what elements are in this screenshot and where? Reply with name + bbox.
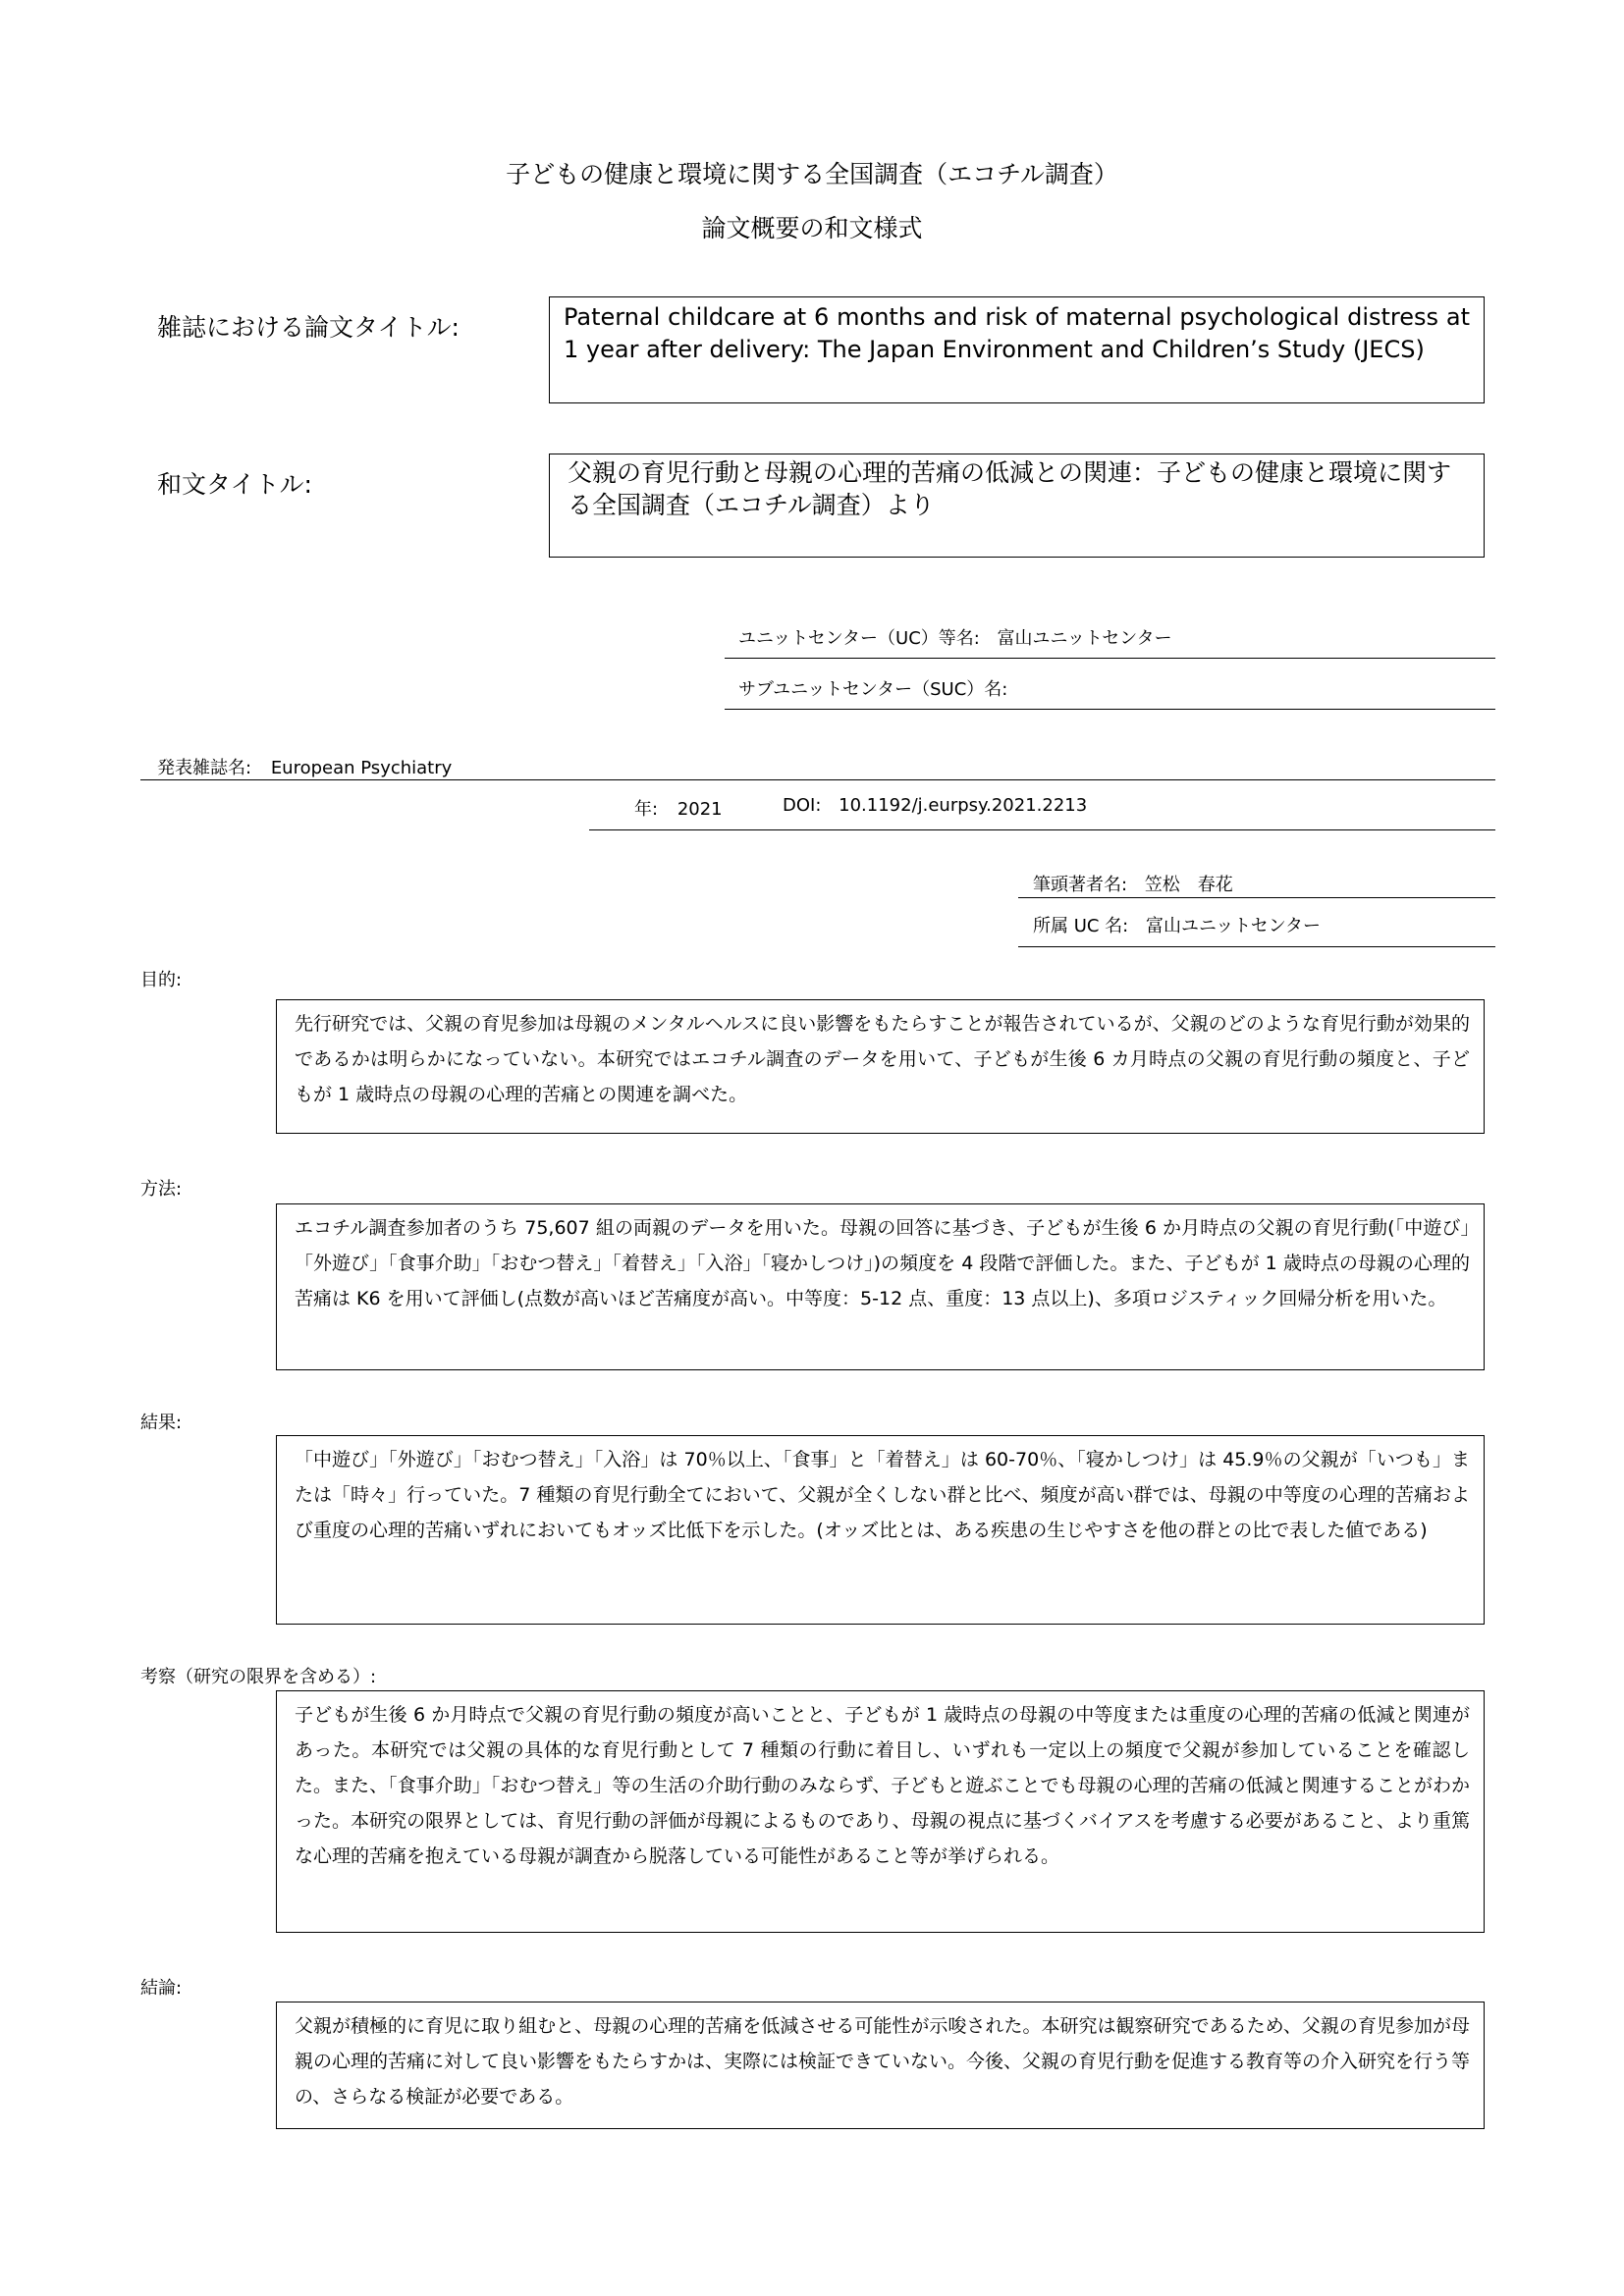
year-doi-underline [589,829,1495,830]
discussion-box: 子どもが生後 6 か月時点で父親の育児行動の頻度が高いことと、子どもが 1 歳時点の母親の中等度または重度の心理的苦痛の低減と関連があった。本研究では父親の具体的な育児行動として 7 種類の行動に着目し、いずれも一定以上の頻度で父親が参加していることを確認した。また、「食事介助」「おむつ替え」等の生活の介助行動のみならず、子どもと遊ぶことでも母親の心理的苦痛の低減と関連することがわかった。本研究の限界としては、育児行動の評価が母親によるものであり、母親の視点に基づくバイアスを考慮する必要があること、より重篤な心理的苦痛を抱えている母親が調査から脱落している可能性があること等が挙げられる。 [276,1690,1485,1933]
journal-underline [140,779,1495,780]
results-box: 「中遊び」「外遊び」「おむつ替え」「入浴」は 70％以上、「食事」と「着替え」は 60-70％、「寝かしつけ」は 45.9％の父親が「いつも」または「時々」行っていた。7 種類の育児行動全てにおいて、父親が全くしない群と比べ、頻度が高い群では、母親の中等度の心理的苦痛および重度の心理的苦痛いずれにおいてもオッズ比低下を示した。(オッズ比とは、ある疾患の生じやすさを他の群との比で表した値である) [276,1435,1485,1625]
journal-value: European Psychiatry [270,758,453,778]
doi-value: 10.1192/j.eurpsy.2021.2213 [839,795,1088,816]
japanese-title-label: 和文タイトル: [157,470,312,499]
first-author-row [1033,871,1233,896]
japanese-title-box: 父親の育児行動と母親の心理的苦痛の低減との関連：子どもの健康と環境に関する全国調査（エコチル調査）より [549,454,1485,558]
affiliation-underline [1018,946,1495,947]
sub-unit-center-underline [725,709,1495,710]
unit-center-label: ユニットセンター（UC）等名: [738,628,980,649]
document-subtitle: 論文概要の和文様式 [701,214,923,242]
doi-label: DOI: [783,795,822,816]
discussion-label: 考察（研究の限界を含める）: [140,1667,377,1687]
year-row [634,795,723,821]
affiliation-label: 所属 UC 名: [1033,916,1129,936]
doi-row [783,795,1087,816]
first-author-value: 笠松 春花 [1144,875,1233,895]
year-value: 2021 [677,799,723,820]
journal-label: 発表雑誌名: [157,758,252,778]
methods-label: 方法: [140,1179,183,1200]
conclusion-label: 結論: [140,1978,183,1999]
year-label: 年: [634,799,659,820]
paper-title-label: 雑誌における論文タイトル: [157,313,460,342]
unit-center-value: 富山ユニットセンター [997,628,1172,649]
purpose-box: 先行研究では、父親の育児参加は母親のメンタルヘルスに良い影響をもたらすことが報告されているが、父親のどのような育児行動が効果的であるかは明らかになっていない。本研究ではエコチル調査のデータを用いて、子どもが生後 6 カ月時点の父親の育児行動の頻度と、子どもが 1 歳時点の母親の心理的苦痛との関連を調べた。 [276,999,1485,1134]
first-author-underline [1018,897,1495,898]
document-title: 子どもの健康と環境に関する全国調査（エコチル調査） [506,160,1118,188]
methods-box: エコチル調査参加者のうち 75,607 組の両親のデータを用いた。母親の回答に基づき、子どもが生後 6 か月時点の父親の育児行動(「中遊び」「外遊び」「食事介助」「おむつ替え」「着替え」「入浴」「寝かしつけ」)の頻度を 4 段階で評価した。また、子どもが 1 歳時点の母親の心理的苦痛は K6 を用いて評価し(点数が高いほど苦痛度が高い。中等度：5-12 点、重度：13 点以上)、多項ロジスティック回帰分析を用いた。 [276,1203,1485,1370]
sub-unit-center-row [738,675,1019,701]
unit-center-row [738,624,1172,650]
paper-title-box: Paternal childcare at 6 months and risk of maternal psychological distress at 1 year after delivery: The Japan Environment and Children’s Study (JECS) [549,296,1485,403]
affiliation-row [1033,912,1321,937]
purpose-label: 目的: [140,970,183,990]
unit-center-underline [725,658,1495,659]
sub-unit-center-label: サブユニットセンター（SUC）名: [738,679,1008,700]
affiliation-value: 富山ユニットセンター [1146,916,1322,936]
journal-row [157,754,452,779]
results-label: 結果: [140,1413,183,1433]
conclusion-box: 父親が積極的に育児に取り組むと、母親の心理的苦痛を低減させる可能性が示唆された。本研究は観察研究であるため、父親の育児参加が母親の心理的苦痛に対して良い影響をもたらすかは、実際には検証できていない。今後、父親の育児行動を促進する教育等の介入研究を行う等の、さらなる検証が必要である。 [276,2002,1485,2129]
first-author-label: 筆頭著者名: [1033,875,1128,895]
